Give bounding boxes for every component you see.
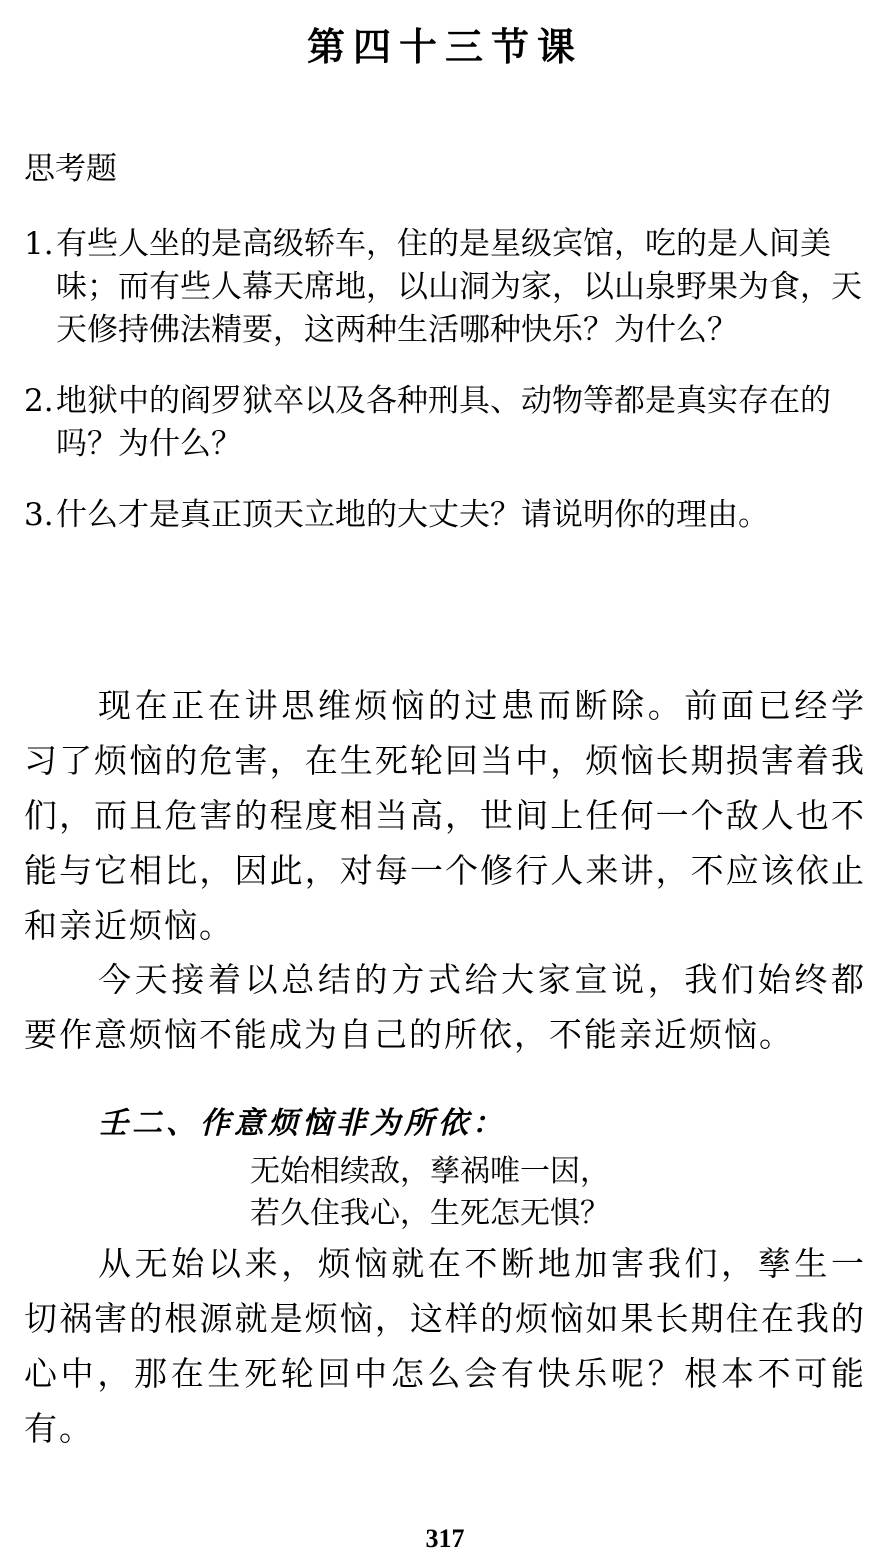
body-paragraph-1: 现在正在讲思维烦恼的过患而断除。前面已经学习了烦恼的危害，在生死轮回当中，烦恼长期损害着我们，而且危害的程度相当高，世间上任何一个敌人也不能与它相比，因此，对每一个修行人来讲，不应该依止和亲近烦恼。 (24, 686, 866, 945)
verse-line-2: 若久住我心，生死怎无惧？ (250, 1196, 610, 1231)
page-number: 317 (425, 1524, 465, 1553)
question-text: 什么才是真正顶天立地的大丈夫？请说明你的理由。 (56, 497, 769, 533)
question-item-1 (24, 223, 870, 352)
page-title: 第四十三节课 (306, 24, 583, 69)
question-number: 2. (24, 383, 54, 419)
question-number: 1. (24, 226, 54, 262)
verse-line-1: 无始相续敌，孳祸唯一因， (250, 1154, 610, 1189)
question-text: 有些人坐的是高级轿车，住的是星级宾馆，吃的是人间美味；而有些人幕天席地，以山洞为家，以山泉野果为食，天天修持佛法精要，这两种生活哪种快乐？为什么？ (56, 226, 862, 348)
question-text: 地狱中的阎罗狱卒以及各种刑具、动物等都是真实存在的吗？为什么？ (56, 383, 831, 462)
body-paragraph-2: 今天接着以总结的方式给大家宣说，我们始终都要作意烦恼不能成为自己的所依，不能亲近烦恼。 (24, 960, 866, 1054)
body-paragraph-3: 从无始以来，烦恼就在不断地加害我们，孳生一切祸害的根源就是烦恼，这样的烦恼如果长期住在我的心中，那在生死轮回中怎么会有快乐呢？根本不可能有。 (24, 1244, 866, 1448)
section-heading: 壬二、作意烦恼非为所依： (98, 1106, 506, 1141)
question-number: 3. (24, 497, 54, 533)
questions-heading: 思考题 (24, 151, 117, 187)
question-item-3 (24, 494, 870, 537)
question-item-2 (24, 380, 870, 466)
